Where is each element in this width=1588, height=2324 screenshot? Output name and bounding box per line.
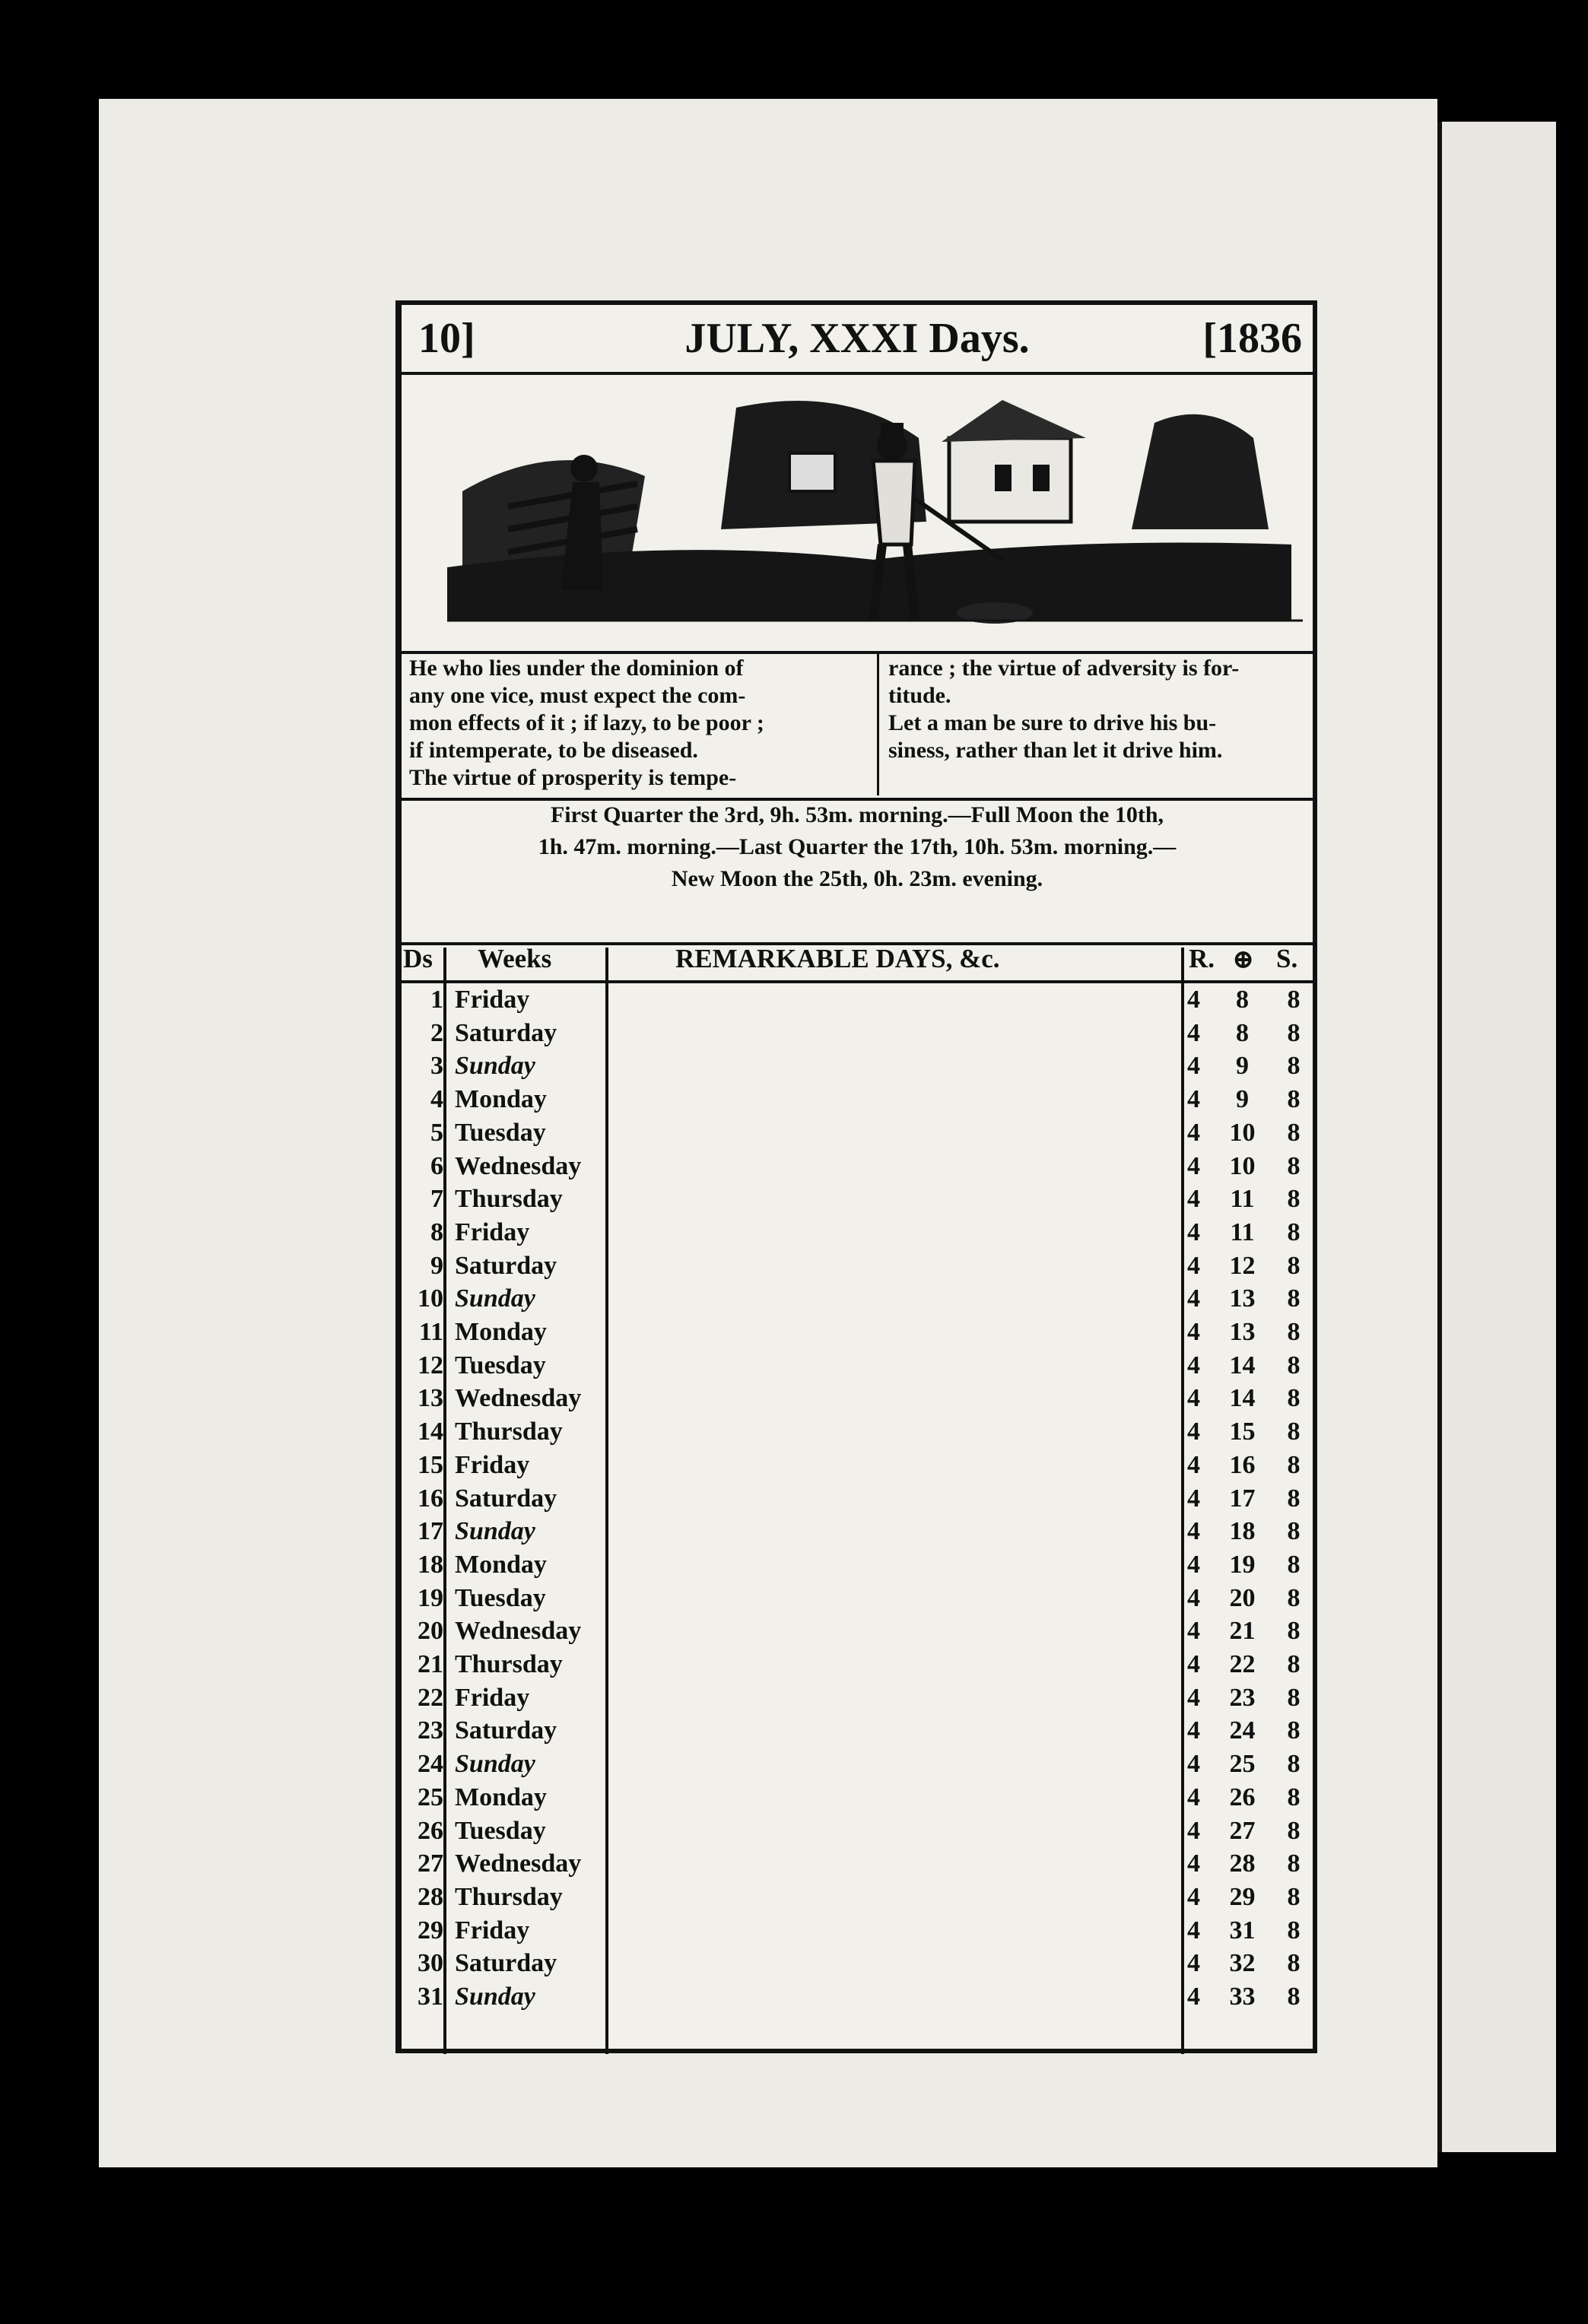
- proverb-line: if intemperate, to be diseased.: [409, 738, 698, 763]
- rising-hour: 4: [1187, 1450, 1200, 1479]
- table-row: [402, 1515, 1313, 1548]
- day-number: 12: [418, 1351, 443, 1379]
- rising-hour: 4: [1187, 1251, 1200, 1280]
- rising-hour: 4: [1187, 1085, 1200, 1114]
- moon-value: 23: [1229, 1683, 1256, 1712]
- table-row: [402, 1814, 1313, 1848]
- day-number: 7: [430, 1185, 443, 1214]
- rising-hour: 4: [1187, 1550, 1200, 1579]
- weekday: Monday: [455, 1550, 547, 1579]
- day-number: 28: [418, 1882, 443, 1911]
- setting-hour: 8: [1287, 1450, 1301, 1479]
- rising-hour: 4: [1187, 1949, 1200, 1978]
- day-number: 31: [418, 1983, 443, 2011]
- moon-value: 10: [1229, 1118, 1256, 1147]
- setting-hour: 8: [1287, 1550, 1301, 1579]
- rising-hour: 4: [1187, 1484, 1200, 1513]
- day-number: 5: [430, 1118, 443, 1147]
- setting-hour: 8: [1287, 1351, 1301, 1379]
- table-row: [402, 1349, 1313, 1383]
- setting-hour: 8: [1287, 1251, 1301, 1280]
- weekday: Tuesday: [455, 1351, 546, 1379]
- weekday: Wednesday: [455, 1384, 582, 1413]
- header-setting: S.: [1276, 944, 1298, 973]
- table-row: [402, 1582, 1313, 1615]
- day-number: 17: [418, 1517, 443, 1546]
- table-row: [402, 983, 1313, 1017]
- setting-hour: 8: [1287, 1517, 1301, 1546]
- table-row: [402, 1083, 1313, 1116]
- weekday: Tuesday: [455, 1816, 546, 1845]
- table-row: [402, 1914, 1313, 1948]
- engraving-rule: [402, 651, 1313, 654]
- weekday: Monday: [455, 1085, 547, 1114]
- weekday: Tuesday: [455, 1118, 546, 1147]
- table-row: [402, 1017, 1313, 1050]
- table-row: [402, 1249, 1313, 1283]
- setting-hour: 8: [1287, 1018, 1301, 1047]
- rising-hour: 4: [1187, 1783, 1200, 1811]
- setting-hour: 8: [1287, 1882, 1301, 1911]
- setting-hour: 8: [1287, 1916, 1301, 1945]
- day-number: 27: [418, 1849, 443, 1878]
- day-number: 6: [430, 1151, 443, 1180]
- moon-value: 10: [1229, 1151, 1256, 1180]
- setting-hour: 8: [1287, 1484, 1301, 1513]
- weekday: Saturday: [455, 1251, 557, 1280]
- setting-hour: 8: [1287, 1085, 1301, 1114]
- proverb-line: siness, rather than let it drive him.: [888, 738, 1223, 763]
- moon-value: 20: [1229, 1583, 1256, 1612]
- header-rising: R.: [1189, 944, 1215, 973]
- setting-hour: 8: [1287, 1783, 1301, 1811]
- moon-value: 13: [1229, 1284, 1256, 1313]
- table-row: [402, 1748, 1313, 1781]
- weekday: Friday: [455, 1916, 530, 1945]
- weekday: Saturday: [455, 1484, 557, 1513]
- day-number: 20: [418, 1617, 443, 1646]
- day-number: 19: [418, 1583, 443, 1612]
- moon-value: 9: [1236, 1085, 1249, 1114]
- weekday: Wednesday: [455, 1617, 582, 1646]
- farm-engraving-image: [447, 392, 1303, 643]
- proverb-line: any one vice, must expect the com-: [409, 683, 746, 708]
- rising-hour: 4: [1187, 1750, 1200, 1779]
- setting-hour: 8: [1287, 1218, 1301, 1246]
- proverb-line: Let a man be sure to drive his bu-: [888, 710, 1217, 735]
- table-row: [402, 1714, 1313, 1748]
- day-number: 11: [418, 1318, 443, 1346]
- day-number: 8: [430, 1218, 443, 1246]
- table-row: [402, 1947, 1313, 1980]
- day-number: 4: [430, 1085, 443, 1114]
- day-number: 24: [418, 1750, 443, 1779]
- table-row: [402, 1449, 1313, 1482]
- moon-value: 16: [1229, 1450, 1256, 1479]
- rising-hour: 4: [1187, 1583, 1200, 1612]
- setting-hour: 8: [1287, 1816, 1301, 1845]
- moon-value: 14: [1229, 1384, 1256, 1413]
- page-header: [402, 305, 1313, 370]
- rising-hour: 4: [1187, 1683, 1200, 1712]
- weekday: Thursday: [455, 1418, 563, 1446]
- table-row: [402, 1415, 1313, 1449]
- weekday: Thursday: [455, 1650, 563, 1678]
- moon-value: 8: [1236, 986, 1249, 1014]
- setting-hour: 8: [1287, 986, 1301, 1014]
- moon-value: 15: [1229, 1418, 1256, 1446]
- rising-hour: 4: [1187, 1318, 1200, 1346]
- rising-hour: 4: [1187, 1218, 1200, 1246]
- day-number: 29: [418, 1916, 443, 1945]
- day-number: 18: [418, 1550, 443, 1579]
- day-number: 23: [418, 1716, 443, 1745]
- table-row: [402, 1548, 1313, 1582]
- weekday: Monday: [455, 1318, 547, 1346]
- weekday: Tuesday: [455, 1583, 546, 1612]
- day-number: 21: [418, 1650, 443, 1678]
- rising-hour: 4: [1187, 1716, 1200, 1745]
- month-title: JULY, XXXI Days.: [684, 315, 1030, 362]
- weekday: Sunday: [455, 1052, 535, 1081]
- rising-hour: 4: [1187, 1052, 1200, 1081]
- moon-value: 22: [1229, 1650, 1256, 1678]
- table-row: [402, 1482, 1313, 1516]
- table-row: [402, 1150, 1313, 1183]
- setting-hour: 8: [1287, 1683, 1301, 1712]
- table-row: [402, 1781, 1313, 1814]
- setting-hour: 8: [1287, 1052, 1301, 1081]
- moon-value: 33: [1229, 1983, 1256, 2011]
- rising-hour: 4: [1187, 1351, 1200, 1379]
- day-number: 1: [430, 986, 443, 1014]
- table-row: [402, 1216, 1313, 1249]
- moon-phases: [402, 799, 1313, 895]
- weekday: Thursday: [455, 1185, 563, 1214]
- rising-hour: 4: [1187, 1617, 1200, 1646]
- rising-hour: 4: [1187, 1185, 1200, 1214]
- day-number: 30: [418, 1949, 443, 1978]
- weekday: Thursday: [455, 1882, 563, 1911]
- setting-hour: 8: [1287, 1949, 1301, 1978]
- moon-value: 19: [1229, 1550, 1256, 1579]
- day-number: 10: [418, 1284, 443, 1313]
- moon-value: 29: [1229, 1882, 1256, 1911]
- moon-value: 11: [1230, 1185, 1255, 1214]
- day-number: 25: [418, 1783, 443, 1811]
- proverb-line: The virtue of prosperity is tempe-: [409, 765, 737, 790]
- table-row: [402, 1282, 1313, 1316]
- moon-value: 27: [1229, 1816, 1256, 1845]
- proverb-line: He who lies under the dominion of: [409, 656, 744, 681]
- rising-hour: 4: [1187, 1916, 1200, 1945]
- setting-hour: 8: [1287, 1716, 1301, 1745]
- rising-hour: 4: [1187, 1118, 1200, 1147]
- day-number: 13: [418, 1384, 443, 1413]
- day-number: 22: [418, 1683, 443, 1712]
- rising-hour: 4: [1187, 1816, 1200, 1845]
- weekday: Saturday: [455, 1716, 557, 1745]
- setting-hour: 8: [1287, 1583, 1301, 1612]
- setting-hour: 8: [1287, 1418, 1301, 1446]
- setting-hour: 8: [1287, 1617, 1301, 1646]
- weekday: Wednesday: [455, 1151, 582, 1180]
- table-row: [402, 1980, 1313, 2014]
- proverb-line: titude.: [888, 683, 951, 708]
- year-label: [1836: [1202, 315, 1302, 362]
- moon-value: 8: [1236, 1018, 1249, 1047]
- setting-hour: 8: [1287, 1650, 1301, 1678]
- weekday: Friday: [455, 1450, 530, 1479]
- table-row: [402, 1183, 1313, 1216]
- weekday: Sunday: [455, 1750, 535, 1779]
- rising-hour: 4: [1187, 1284, 1200, 1313]
- rising-hour: 4: [1187, 1983, 1200, 2011]
- moon-value: 24: [1229, 1716, 1256, 1745]
- weekday: Saturday: [455, 1949, 557, 1978]
- weekday: Friday: [455, 1683, 530, 1712]
- moon-value: 9: [1236, 1052, 1249, 1081]
- moon-value: 18: [1229, 1517, 1256, 1546]
- day-number: 26: [418, 1816, 443, 1845]
- setting-hour: 8: [1287, 1118, 1301, 1147]
- col-line: [443, 948, 446, 2054]
- weekday: Friday: [455, 986, 530, 1014]
- table-row: [402, 1614, 1313, 1648]
- setting-hour: 8: [1287, 1849, 1301, 1878]
- rising-hour: 4: [1187, 1384, 1200, 1413]
- day-number: 14: [418, 1418, 443, 1446]
- weekday: Monday: [455, 1783, 547, 1811]
- col-line: [1181, 948, 1184, 2054]
- moon-value: 25: [1229, 1750, 1256, 1779]
- facing-page: [1437, 122, 1556, 2152]
- weekday: Sunday: [455, 1517, 535, 1546]
- rising-hour: 4: [1187, 1018, 1200, 1047]
- setting-hour: 8: [1287, 1983, 1301, 2011]
- moon-value: 14: [1229, 1351, 1256, 1379]
- moon-line: 1h. 47m. morning.—Last Quarter the 17th, 10h. 53m. morning.—: [538, 834, 1177, 859]
- rising-hour: 4: [1187, 1882, 1200, 1911]
- proverb-divider: [877, 651, 879, 795]
- table-row: [402, 1847, 1313, 1881]
- header-remarks: REMARKABLE DAYS, &c.: [675, 944, 1000, 973]
- table-row: [402, 1648, 1313, 1681]
- moon-value: 12: [1229, 1251, 1256, 1280]
- setting-hour: 8: [1287, 1151, 1301, 1180]
- table-row: [402, 1881, 1313, 1914]
- rising-hour: 4: [1187, 1650, 1200, 1678]
- weekday: Friday: [455, 1218, 530, 1246]
- moon-value: 28: [1229, 1849, 1256, 1878]
- moon-value: 17: [1229, 1484, 1256, 1513]
- day-number: 9: [430, 1251, 443, 1280]
- setting-hour: 8: [1287, 1185, 1301, 1214]
- page-number: 10]: [418, 315, 475, 362]
- day-number: 16: [418, 1484, 443, 1513]
- day-number: 3: [430, 1052, 443, 1081]
- header-days: Ds: [403, 944, 433, 973]
- moon-value: 21: [1229, 1617, 1256, 1646]
- col-line: [605, 948, 608, 2054]
- day-number: 2: [430, 1018, 443, 1047]
- moon-value: 11: [1230, 1218, 1255, 1246]
- proverb-line: mon effects of it ; if lazy, to be poor ;: [409, 710, 764, 735]
- rising-hour: 4: [1187, 986, 1200, 1014]
- header-weeks: Weeks: [478, 944, 552, 973]
- rising-hour: 4: [1187, 1517, 1200, 1546]
- weekday: Saturday: [455, 1018, 557, 1047]
- rising-hour: 4: [1187, 1151, 1200, 1180]
- almanac-page: [395, 300, 1317, 2053]
- moon-value: 32: [1229, 1949, 1256, 1978]
- moon-line: New Moon the 25th, 0h. 23m. evening.: [671, 866, 1043, 891]
- moon-value: 31: [1229, 1916, 1256, 1945]
- table-row: [402, 1681, 1313, 1715]
- weekday: Sunday: [455, 1983, 535, 2011]
- setting-hour: 8: [1287, 1384, 1301, 1413]
- rising-hour: 4: [1187, 1418, 1200, 1446]
- table-row: [402, 1049, 1313, 1083]
- moon-value: 13: [1229, 1318, 1256, 1346]
- proverb-line: rance ; the virtue of adversity is for-: [888, 656, 1240, 681]
- setting-hour: 8: [1287, 1318, 1301, 1346]
- moon-line: First Quarter the 3rd, 9h. 53m. morning.—Full Moon the 10th,: [550, 802, 1164, 827]
- header-rule: [402, 372, 1313, 375]
- table-row: [402, 1316, 1313, 1349]
- table-row: [402, 1382, 1313, 1415]
- setting-hour: 8: [1287, 1284, 1301, 1313]
- weekday: Sunday: [455, 1284, 535, 1313]
- table-row: [402, 1116, 1313, 1150]
- moon-value: 26: [1229, 1783, 1256, 1811]
- rising-hour: 4: [1187, 1849, 1200, 1878]
- header-moon-symbol: ⊕: [1232, 945, 1255, 974]
- setting-hour: 8: [1287, 1750, 1301, 1779]
- day-number: 15: [418, 1450, 443, 1479]
- weekday: Wednesday: [455, 1849, 582, 1878]
